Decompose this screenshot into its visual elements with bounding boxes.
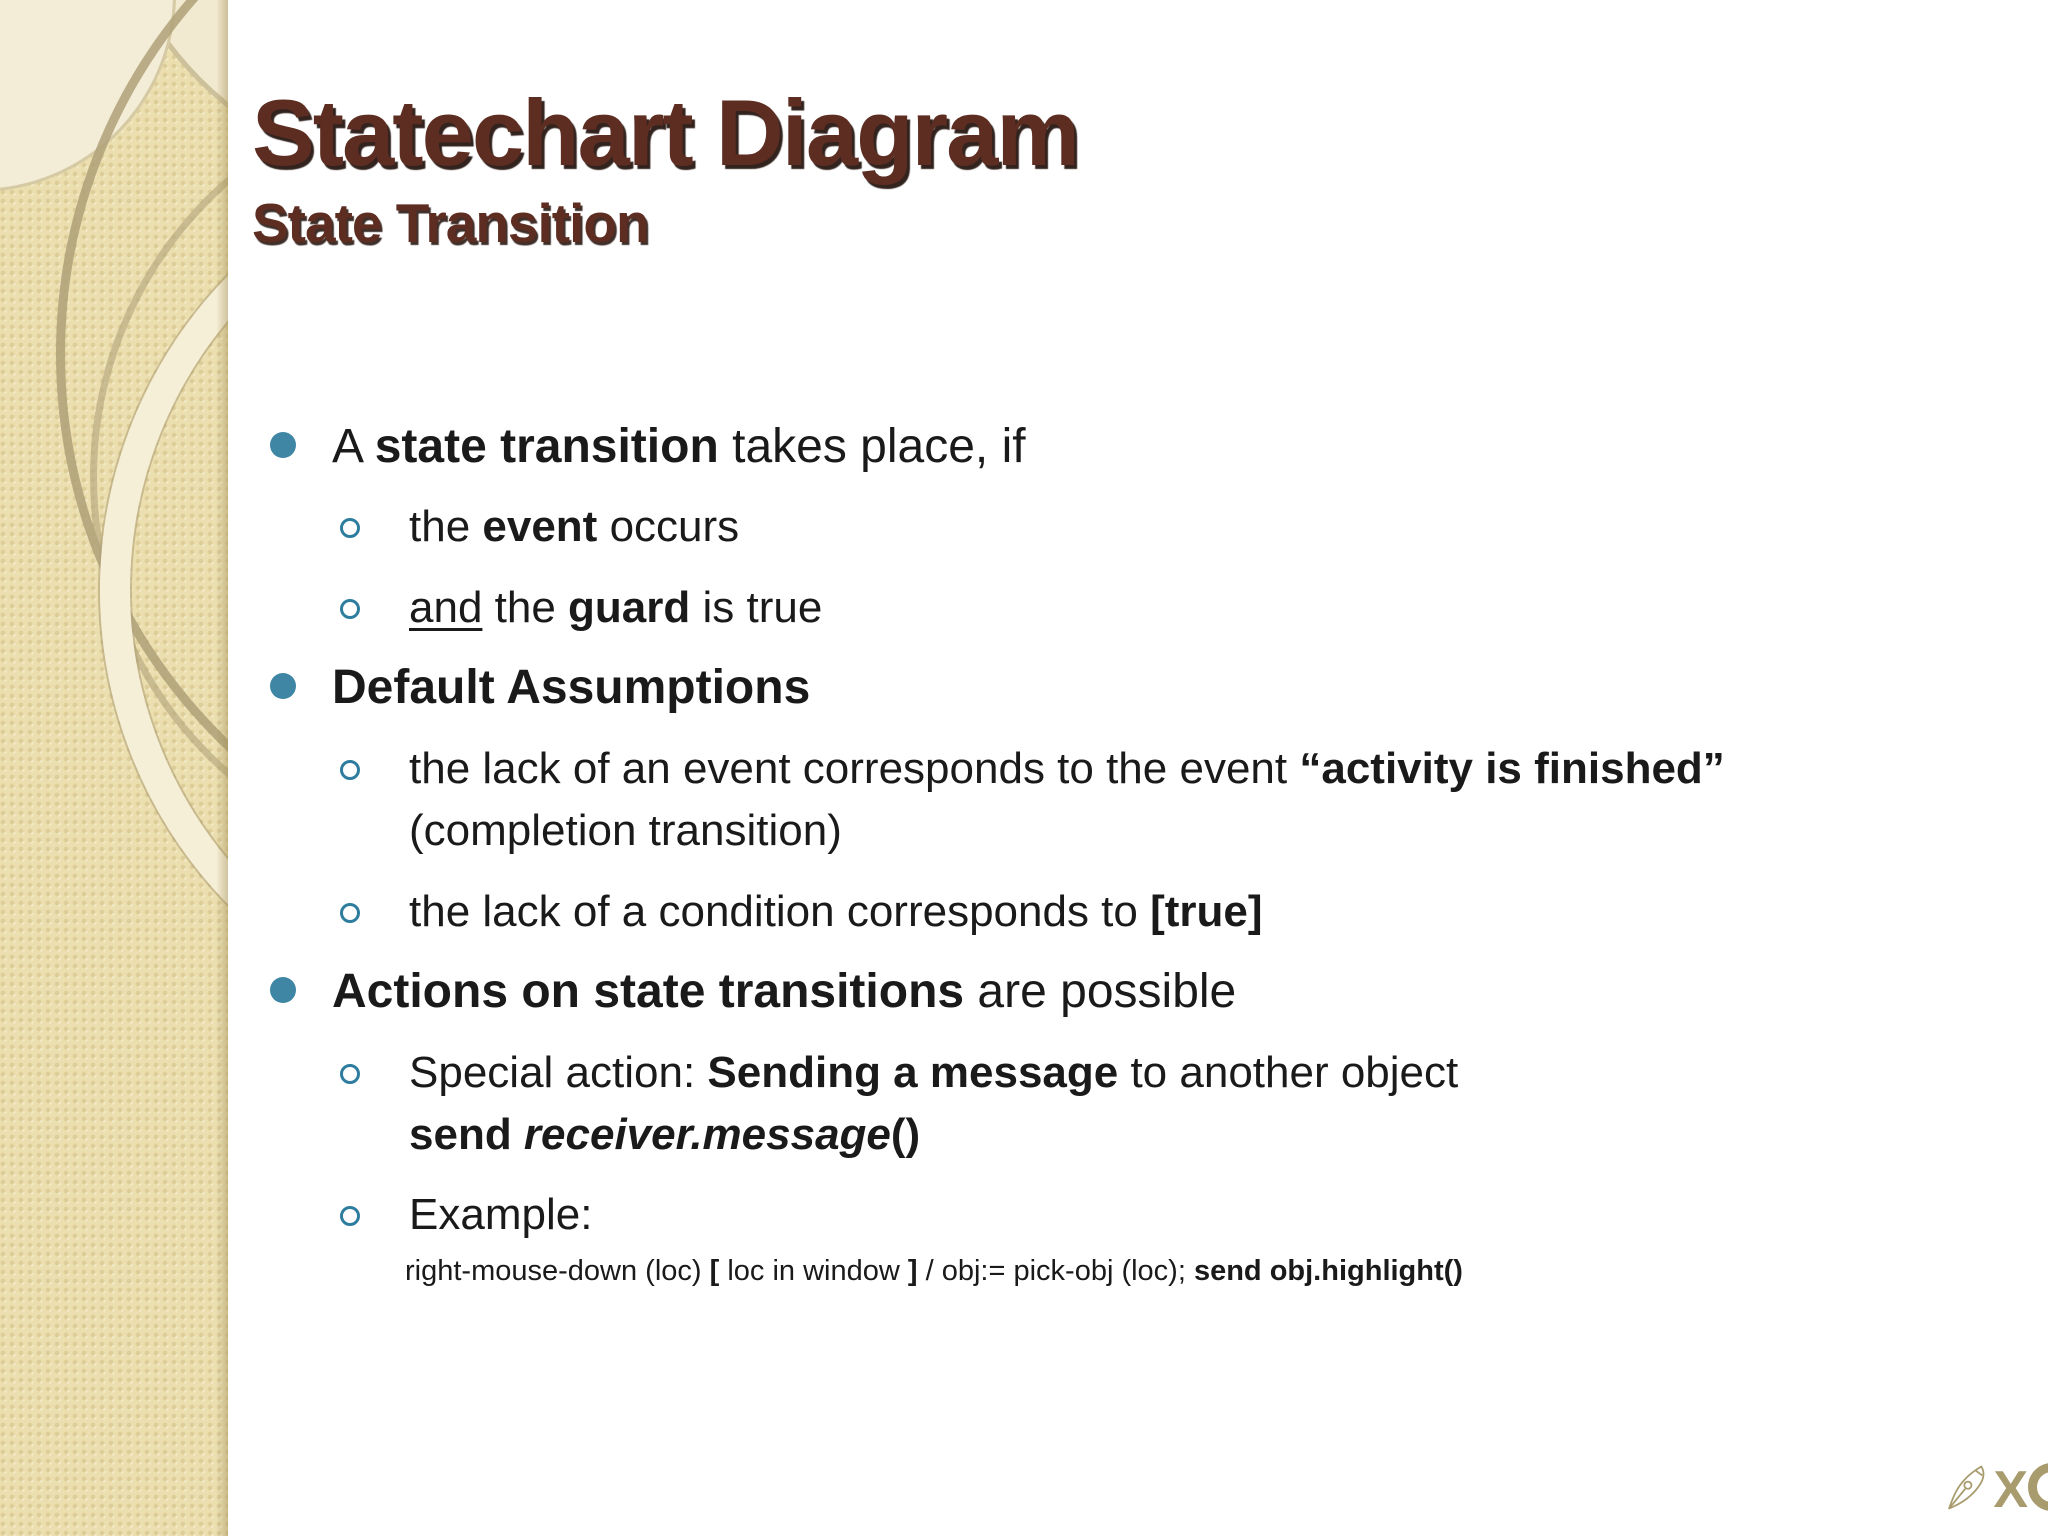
- item-text: right-mouse-down (loc) [ loc in window ] / obj:= pick-obj (loc); send obj.highlight(): [405, 1254, 1463, 1287]
- sub-bullet-item: [336, 738, 1952, 863]
- item-text: the lack of a condition corresponds to [true]: [409, 886, 1263, 936]
- item-text: Default Assumptions: [332, 661, 811, 715]
- item-text: Example:: [409, 1190, 593, 1240]
- item-text: the event occurs: [409, 502, 740, 552]
- page-title: Statechart Diagram: [252, 80, 1078, 185]
- slide-sidebar-decoration: [0, 0, 228, 1536]
- bullet-item: [252, 416, 1952, 478]
- bullet-ring-icon: [340, 599, 360, 619]
- pen-nib-icon: [1945, 1462, 1989, 1512]
- logo-text: X: [1993, 1460, 2026, 1519]
- bullet-dot-icon: [270, 977, 296, 1003]
- bullet-ring-icon: [340, 760, 360, 780]
- bullet-item: [252, 657, 1952, 719]
- sub-bullet-item: [336, 496, 1952, 558]
- item-text: Actions on state transitions are possible: [332, 965, 1237, 1019]
- bullet-ring-icon: [340, 1064, 360, 1084]
- item-text: A state transition takes place, if: [332, 420, 1026, 473]
- page-subtitle: State Transition: [252, 191, 649, 254]
- sub-bullet-item: [336, 881, 1952, 943]
- item-text: and the guard is true: [409, 582, 823, 632]
- partial-letter: [2028, 1463, 2048, 1511]
- bullet-dot-icon: [270, 673, 296, 699]
- item-text: the lack of an event corresponds to the event “activity is finished” (completion transition): [409, 743, 1725, 856]
- sub-bullet-item: [336, 1042, 1952, 1167]
- bullet-list: [252, 416, 1952, 1309]
- bullet-ring-icon: [340, 1206, 360, 1226]
- sub-bullet-item: [336, 1184, 1952, 1246]
- bullet-dot-icon: [270, 432, 296, 458]
- title-block: [252, 80, 2012, 254]
- sub-bullet-item: [336, 577, 1952, 639]
- item-text: Special action: Sending a message to another object send receiver.message(): [409, 1047, 1459, 1159]
- sidebar-edge-shadow: [217, 0, 228, 1536]
- code-line: [405, 1253, 1952, 1291]
- bullet-ring-icon: [340, 903, 360, 923]
- bullet-ring-icon: [340, 518, 360, 538]
- bullet-item: [252, 961, 1952, 1023]
- footer-logo: [1945, 1460, 2048, 1519]
